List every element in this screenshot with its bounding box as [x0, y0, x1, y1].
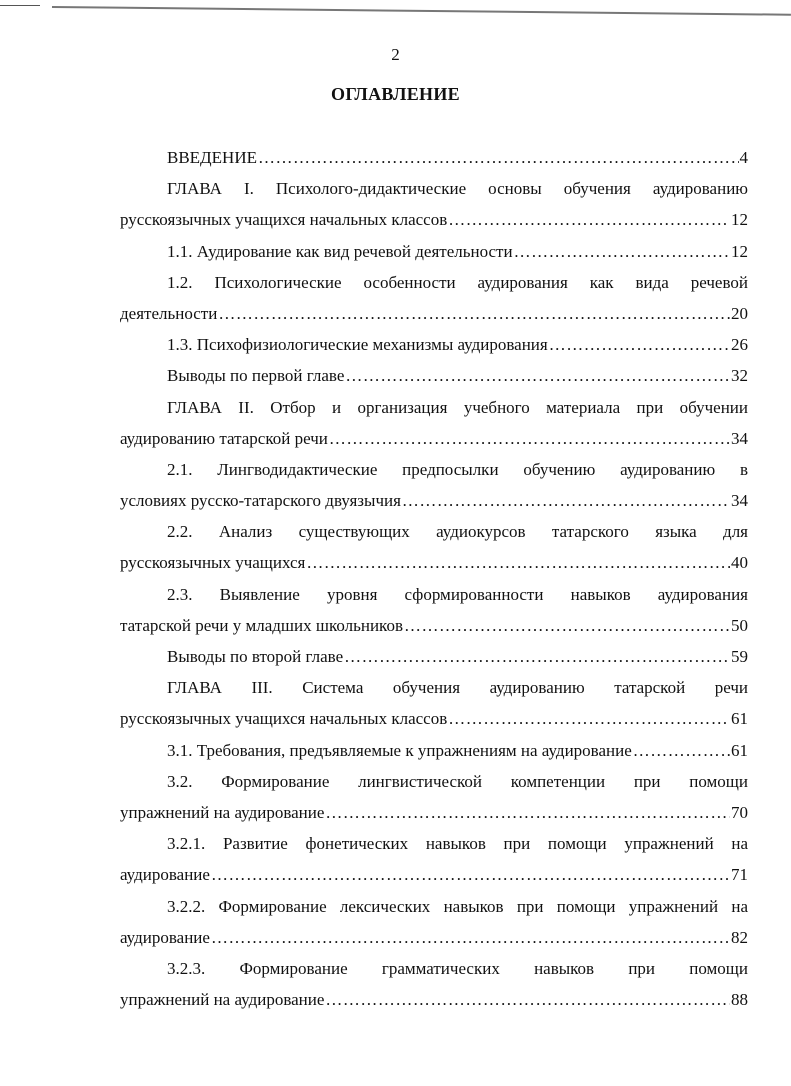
toc-entry-line [120, 641, 748, 672]
toc-entry [120, 953, 748, 1015]
toc-page-number: 61 [731, 740, 748, 760]
toc-entry [120, 329, 748, 360]
toc-entry-heading: 3.2.3. Формирование грамматических навыков при помощи [167, 958, 748, 978]
toc-entry-line [120, 423, 748, 454]
dot-leader [218, 298, 730, 329]
toc-page-number: 88 [731, 990, 748, 1010]
toc-entry [120, 672, 748, 734]
toc-entry-heading: 3.2.1. Развитие фонетических навыков при помощи упражнений на [167, 834, 748, 854]
toc-page-number: 50 [731, 615, 748, 635]
toc-page-number: 82 [731, 927, 748, 947]
toc-entry-title: Выводы по второй главе [167, 647, 344, 666]
toc-page-number: 20 [731, 303, 748, 323]
toc-entry [120, 766, 748, 828]
dot-leader [345, 360, 730, 391]
toc-entry-heading: ГЛАВА III. Система обучения аудированию татарской речи [167, 678, 748, 698]
toc-entry [120, 173, 748, 235]
toc-entry-heading: 2.1. Лингводидактические предпосылки обучению аудированию в [167, 459, 748, 479]
toc-entry-line [120, 797, 748, 828]
toc-entry-title: русскоязычных учащихся [120, 553, 306, 573]
toc-entry-line [120, 547, 748, 578]
toc-entry-title: 3.1. Требования, предъявляемые к упражнениям на аудирование [167, 740, 632, 760]
toc-entry [120, 392, 748, 454]
toc-entry-line [120, 329, 748, 360]
dot-leader [325, 984, 730, 1015]
scan-edge-line [52, 6, 791, 16]
toc-entry-title: условиях русско-татарского двуязычия [120, 491, 401, 511]
toc-entry [120, 142, 748, 173]
toc-entry-line [120, 142, 748, 173]
toc-page-number: 61 [731, 709, 748, 729]
dot-leader [633, 735, 730, 766]
toc-entry-line [120, 360, 748, 391]
toc-entry-title: русскоязычных учащихся начальных классов [120, 210, 448, 230]
toc-entry-line [120, 859, 748, 890]
toc-entry-heading: 1.2. Психологические особенности аудирования как вида речевой [167, 272, 748, 292]
toc-entry [120, 735, 748, 766]
toc-entry-title: упражнений на аудирование [120, 802, 325, 822]
dot-leader [258, 142, 739, 173]
toc-entry-line [120, 735, 748, 766]
toc-entry-title: аудирование [120, 927, 210, 947]
toc-entry-line [120, 610, 748, 641]
toc-entry [120, 267, 748, 329]
dot-leader [448, 703, 730, 734]
toc-entry [120, 579, 748, 641]
dot-leader [344, 641, 730, 672]
toc-entry-title: 1.3. Психофизиологические механизмы аудирования [167, 335, 548, 355]
toc-entry-title: 1.1. Аудирование как вид речевой деятельности [167, 241, 513, 261]
toc-page-number: 71 [731, 865, 748, 885]
toc-entry-line [120, 204, 748, 235]
dot-leader [306, 547, 730, 578]
toc-entry-heading: ГЛАВА I. Психолого-дидактические основы обучения аудированию [167, 179, 748, 199]
toc-entry-heading: ГЛАВА II. Отбор и организация учебного материала при обучении [167, 397, 748, 417]
toc-entry [120, 236, 748, 267]
dot-leader [549, 329, 730, 360]
toc-entry [120, 828, 748, 890]
toc-entry-title: аудирование [120, 865, 210, 885]
toc-page-number: 40 [731, 553, 748, 573]
toc-entry [120, 641, 748, 672]
dot-leader [514, 236, 730, 267]
toc-entry-title: аудированию татарской речи [120, 428, 328, 448]
dot-leader [404, 610, 730, 641]
toc-page-number: 70 [731, 802, 748, 822]
toc-entry-heading: 2.2. Анализ существующих аудиокурсов татарского языка для [167, 522, 748, 542]
toc-entry-title: деятельности [120, 303, 218, 323]
dot-leader [402, 485, 730, 516]
toc-entry [120, 516, 748, 578]
toc-entry-title: упражнений на аудирование [120, 990, 325, 1010]
toc-page-number: 32 [731, 366, 748, 386]
toc-entry-line [120, 922, 748, 953]
toc-entry-line [120, 703, 748, 734]
scan-edge-line [0, 5, 40, 6]
dot-leader [329, 423, 730, 454]
page-number: 2 [391, 45, 400, 64]
dot-leader [211, 922, 730, 953]
toc-entry-title: Выводы по первой главе [167, 366, 345, 386]
toc-entry-title: ВВЕДЕНИЕ [167, 148, 257, 167]
toc-entry-line [120, 485, 748, 516]
toc-page-number: 4 [739, 148, 748, 167]
table-of-contents [120, 142, 748, 1015]
toc-entry-heading: 3.2. Формирование лингвистической компетенции при помощи [167, 771, 748, 791]
dot-leader [325, 797, 730, 828]
toc-page-number: 34 [731, 428, 748, 448]
toc-page-number: 59 [731, 647, 748, 666]
toc-entry-heading: 3.2.2. Формирование лексических навыков при помощи упражнений на [167, 896, 748, 916]
toc-entry-heading: 2.3. Выявление уровня сформированности навыков аудирования [167, 584, 748, 604]
toc-entry [120, 454, 748, 516]
toc-page-number: 12 [731, 210, 748, 230]
toc-entry [120, 360, 748, 391]
page-title: ОГЛАВЛЕНИЕ [331, 84, 460, 104]
toc-entry [120, 891, 748, 953]
toc-page-number: 34 [731, 491, 748, 511]
dot-leader [211, 859, 730, 890]
toc-entry-line [120, 984, 748, 1015]
toc-entry-line [120, 236, 748, 267]
dot-leader [448, 204, 730, 235]
toc-page-number: 26 [731, 335, 748, 355]
toc-entry-title: татарской речи у младших школьников [120, 615, 403, 635]
toc-page-number: 12 [731, 241, 748, 261]
toc-entry-line [120, 298, 748, 329]
toc-entry-title: русскоязычных учащихся начальных классов [120, 709, 448, 729]
